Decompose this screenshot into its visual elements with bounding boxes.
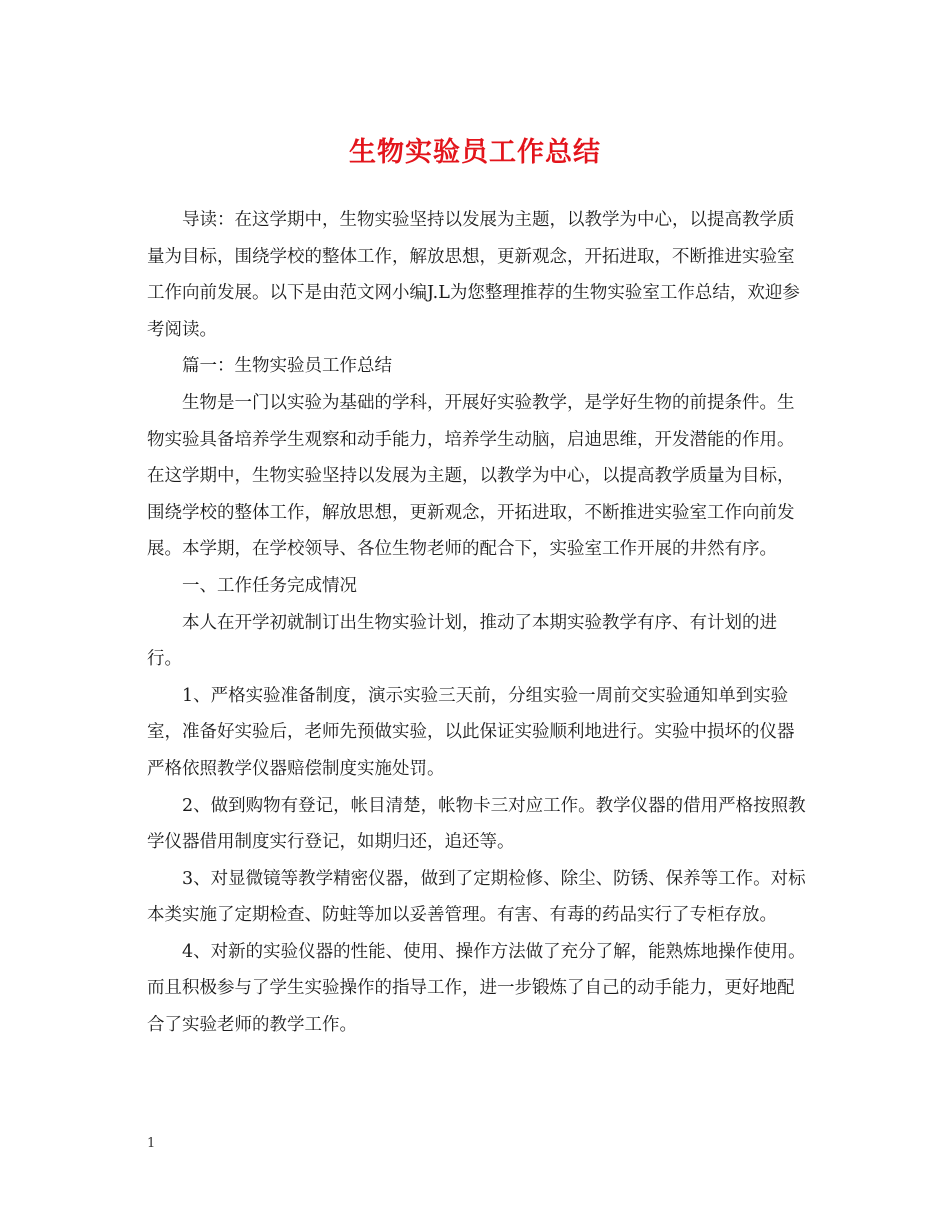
document-title: 生物实验员工作总结 xyxy=(349,137,601,168)
paragraph-list-item: 1、严格实验准备制度，演示实验三天前，分组实验一周前交实验通知单到实验室，准备好实验后，老师先预做实验，以此保证实验顺利地进行。实验中损坏的仪器严格依照教学仪器赔偿制度实施处罚。 xyxy=(147,685,795,779)
paragraph-list-item: 2、做到购物有登记，帐目清楚，帐物卡三对应工作。教学仪器的借用严格按照教学仪器借用制度实行登记，如期归还，追还等。 xyxy=(147,795,806,853)
document-body xyxy=(147,202,807,1044)
paragraph-body: 生物是一门以实验为基础的学科，开展好实验教学，是学好生物的前提条件。生物实验具备培养学生观察和动手能力，培养学生动脑，启迪思维，开发潜能的作用。在这学期中，生物实验坚持以发展为主题，以教学为中心，以提高教学质量为目标，围绕学校的整体工作，解放思想，更新观念，开拓进取，不断推进实验室工作向前发展。本学期，在学校领导、各位生物老师的配合下，实验室工作开展的井然有序。 xyxy=(147,392,795,560)
paragraph-body: 本人在开学初就制订出生物实验计划，推动了本期实验教学有序、有计划的进行。 xyxy=(147,612,777,670)
paragraph-intro: 导读：在这学期中，生物实验坚持以发展为主题，以教学为中心，以提高教学质量为目标，围绕学校的整体工作，解放思想，更新观念，开拓进取，不断推进实验室工作向前发展。以下是由范文网小编J.L为您整理推荐的生物实验室工作总结，欢迎参考阅读。 xyxy=(147,210,800,340)
page-number: 1 xyxy=(147,1136,156,1151)
paragraph-list-item: 3、对显微镜等教学精密仪器，做到了定期检修、除尘、防锈、保养等工作。对标本类实施了定期检查、防蛀等加以妥善管理。有害、有毒的药品实行了专柜存放。 xyxy=(147,868,806,926)
paragraph-section-heading: 篇一：生物实验员工作总结 xyxy=(182,356,392,377)
paragraph-list-item: 4、对新的实验仪器的性能、使用、操作方法做了充分了解，能熟炼地操作使用。而且积极参与了学生实验操作的指导工作，进一步锻炼了自己的动手能力，更好地配合了实验老师的教学工作。 xyxy=(147,941,806,1036)
paragraph-subheading: 一、工作任务完成情况 xyxy=(182,575,357,596)
